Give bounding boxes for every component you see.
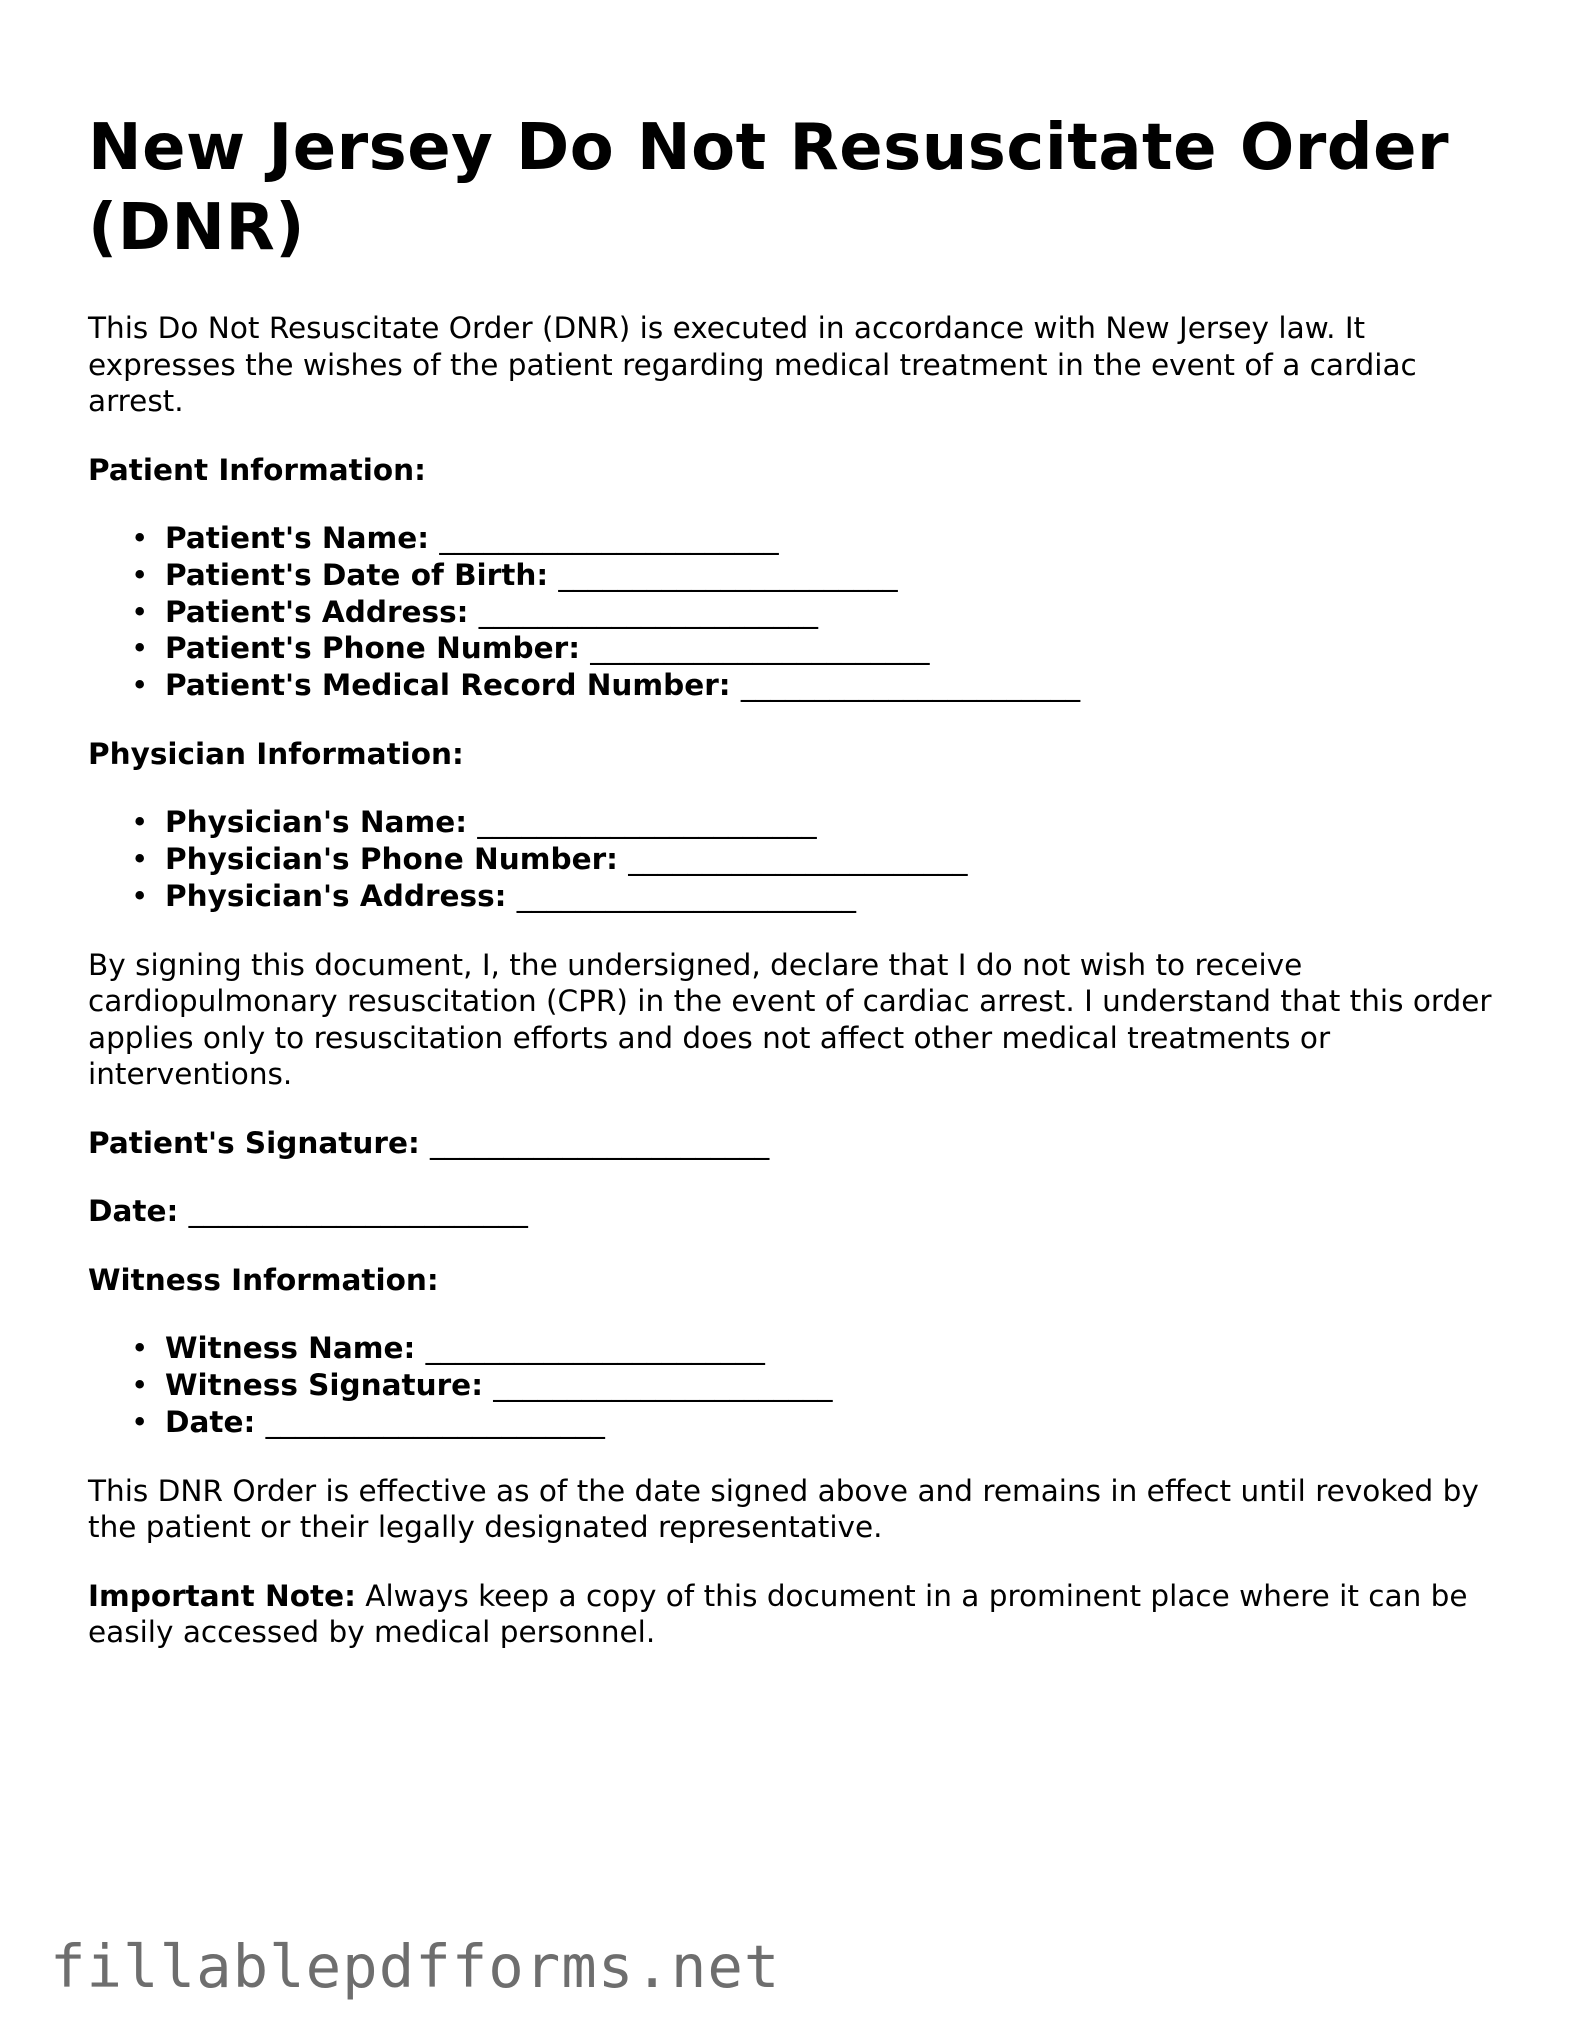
patient-info-heading: Patient Information: — [88, 452, 426, 487]
physician-info-heading: Physician Information: — [88, 736, 464, 771]
witness-info-heading: Witness Information: — [88, 1262, 439, 1297]
watermark-logo: fillablepdfforms.net — [50, 1932, 781, 2001]
witness-date-field[interactable]: • Date: _______________________ — [165, 1404, 1508, 1441]
witness-info-list — [88, 1330, 1508, 1440]
physician-name-field[interactable]: • Physician's Name: _______________________ — [165, 804, 1508, 841]
important-note — [88, 1578, 1508, 1651]
patient-info-list — [88, 520, 1508, 704]
signature-date-field[interactable]: Date: _______________________ — [88, 1194, 528, 1229]
physician-info-list — [88, 804, 1508, 914]
patient-mrn-field[interactable]: • Patient's Medical Record Number: _______________________ — [165, 667, 1508, 704]
patient-dob-field[interactable]: • Patient's Date of Birth: _______________________ — [165, 557, 1508, 594]
patient-name-field[interactable]: • Patient's Name: _______________________ — [165, 520, 1508, 557]
patient-phone-field[interactable]: • Patient's Phone Number: _______________________ — [165, 630, 1508, 667]
important-note-text: Always keep a copy of this document in a prominent place where it can be easily accessed by medical personnel. — [88, 1578, 1468, 1650]
document-title: New Jersey Do Not Resuscitate Order (DNR) — [88, 111, 1450, 265]
patient-signature-field[interactable]: Patient's Signature: _______________________ — [88, 1125, 770, 1160]
physician-address-field[interactable]: • Physician's Address: _______________________ — [165, 878, 1508, 915]
witness-name-field[interactable]: • Witness Name: _______________________ — [165, 1330, 1508, 1367]
important-note-label: Important Note: — [88, 1578, 356, 1613]
physician-phone-field[interactable]: • Physician's Phone Number: _______________________ — [165, 841, 1508, 878]
intro-paragraph: This Do Not Resuscitate Order (DNR) is executed in accordance with New Jersey law. It expresses the wishes of the patient regarding medical treatment in the event of a cardiac arrest. — [88, 311, 1417, 418]
patient-address-field[interactable]: • Patient's Address: _______________________ — [165, 594, 1508, 631]
declaration-paragraph: By signing this document, I, the undersigned, declare that I do not wish to receive cardiopulmonary resuscitation (CPR) in the event of cardiac arrest. I understand that this order applies only to resuscitation efforts and does not affect other medical treatments or interventions. — [88, 947, 1492, 1092]
effective-paragraph: This DNR Order is effective as of the date signed above and remains in effect until revoked by the patient or their legally designated representative. — [88, 1473, 1479, 1545]
witness-signature-field[interactable]: • Witness Signature: _______________________ — [165, 1367, 1508, 1404]
document-page — [88, 108, 1508, 1683]
